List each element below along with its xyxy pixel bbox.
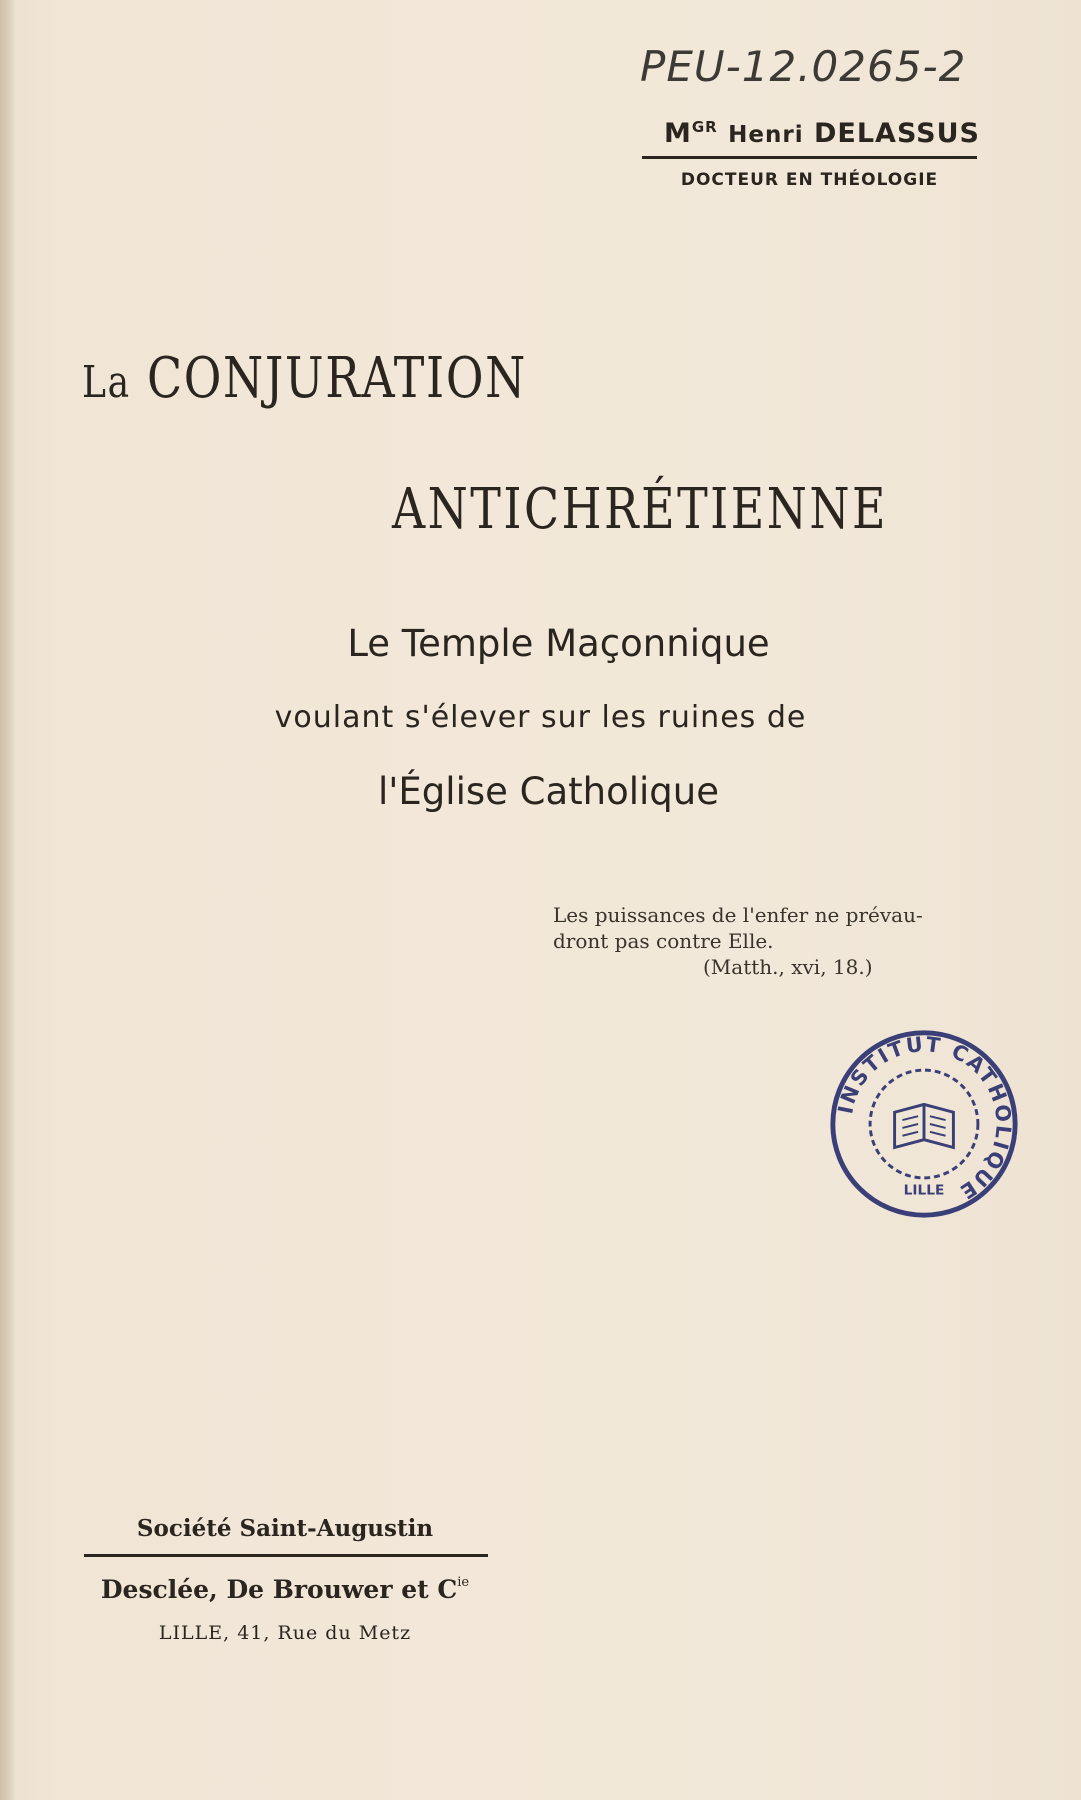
- epigraph-line-2: dront pas contre Elle.: [553, 929, 774, 953]
- stamp-city: LILLE: [903, 1182, 945, 1199]
- author-prefix: M: [663, 118, 692, 149]
- epigraph-line-1: Les puissances de l'enfer ne prévau-: [553, 903, 923, 927]
- subtitle-line-2: voulant s'élever sur les ruines de: [274, 700, 807, 735]
- author-title: DOCTEUR EN THÉOLOGIE: [680, 170, 939, 190]
- handwritten-shelfmark: PEU-12.0265-2: [640, 42, 967, 91]
- subtitle-line-3: l'Église Catholique: [377, 770, 720, 813]
- publisher-house-name: Desclée, De Brouwer et C: [100, 1575, 458, 1604]
- publisher-society: Société Saint-Augustin: [136, 1515, 434, 1542]
- publisher-address: LILLE, 41, Rue du Metz: [158, 1622, 412, 1644]
- title-article: La: [82, 357, 131, 408]
- subtitle-line-1: Le Temple Maçonnique: [347, 622, 770, 665]
- author-name: [640, 118, 980, 149]
- author-first-name: Henri: [728, 122, 804, 148]
- publisher-house: [80, 1575, 490, 1604]
- epigraph: [553, 902, 923, 980]
- publisher-house-superscript: ie: [457, 1575, 470, 1590]
- title-word: CONJURATION: [146, 346, 527, 411]
- publisher-divider: [84, 1554, 488, 1557]
- page-spine-shadow: [0, 0, 14, 1800]
- stamp-text: INSTITUT CATHOLIQUE: [833, 1032, 1017, 1205]
- author-divider: [642, 156, 977, 159]
- book-title-line-2: ANTICHRÉTIENNE: [392, 477, 888, 542]
- library-stamp: [826, 1026, 1022, 1222]
- book-title-line-1: [82, 346, 527, 411]
- epigraph-reference: (Matth., xvi, 18.): [703, 955, 873, 979]
- author-prefix-superscript: GR: [691, 118, 718, 136]
- author-last-name: DELASSUS: [813, 118, 980, 149]
